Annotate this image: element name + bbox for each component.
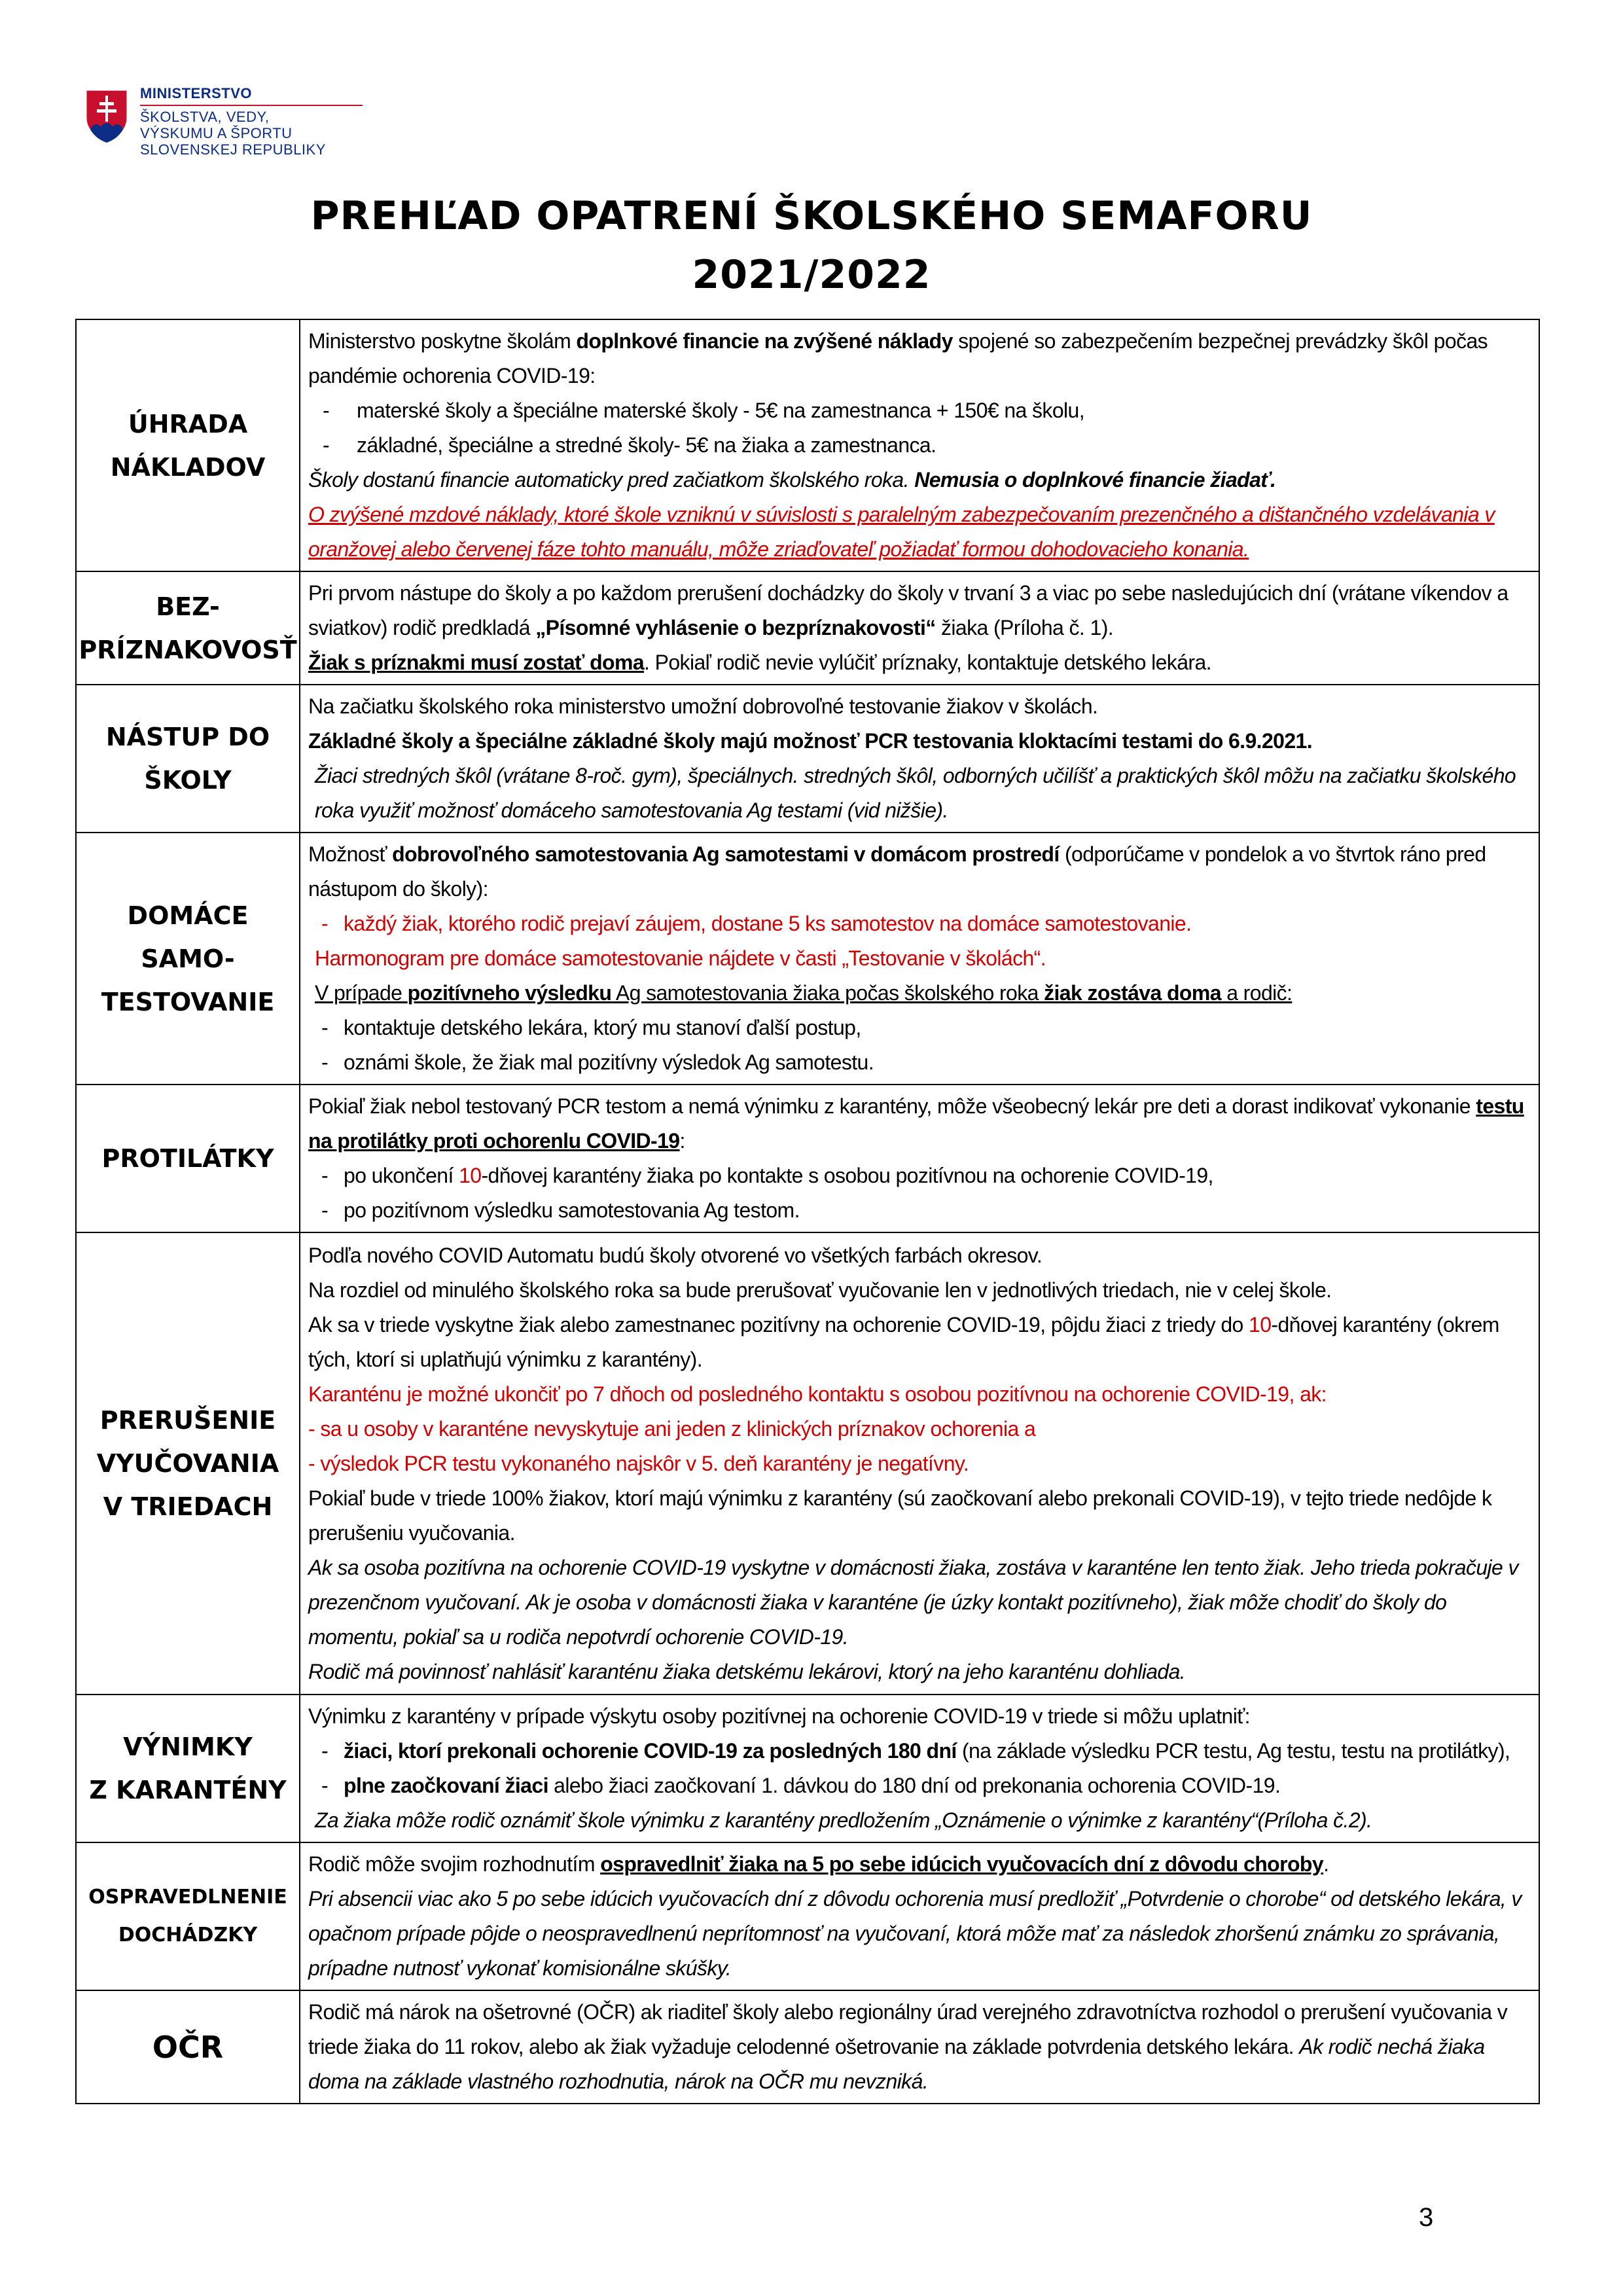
table-row — [76, 1990, 1539, 2104]
row-label-line: NÁSTUP DO — [105, 723, 270, 751]
text: Pri prvom nástupe do školy a po každom prerušení dochádzky do školy v trvaní 3 a viac po sebe nasledujúcich dní (vrátane víkendov a sviatkov) rodič predkladá — [308, 581, 1508, 639]
row-label-line: BEZ- — [156, 592, 220, 621]
emphasis-text: Nemusia o doplnkové financie žiadať. — [914, 468, 1276, 492]
row-content — [300, 571, 1539, 685]
bullet-item: po ukončení — [344, 1164, 459, 1187]
text: Ministerstvo poskytne školám — [308, 329, 577, 353]
row-label-line: PRERUŠENIE — [99, 1406, 276, 1435]
emphasis-text: plne zaočkovaní žiaci — [344, 1774, 548, 1797]
page-number: 3 — [1419, 2203, 1434, 2232]
italic-text: Rodič má povinnosť nahlásiť karanténu žiaka detskému lekárovi, ktorý na jeho karanténu dohliada. — [308, 1659, 1186, 1683]
text: (na základe výsledku PCR testu, Ag testu, testu na protilátky), — [956, 1739, 1510, 1763]
text: -dňovej karantény (okrem tých, ktorí si uplatňujú výnimku z karantény). — [308, 1312, 1499, 1371]
warning-text: Karanténu je možné ukončiť po 7 dňoch od posledného kontaktu s osobou pozitívnou na ochorenie COVID-19, ak: — [308, 1382, 1327, 1406]
text: V prípade — [315, 981, 408, 1005]
text: Možnosť — [308, 842, 393, 866]
row-label-line: PROTILÁTKY — [101, 1144, 274, 1173]
row-label-line: OSPRAVEDLNENIE — [88, 1886, 287, 1909]
emphasis-text: žiaci, ktorí prekonali ochorenie COVID-19 za posledných 180 dní — [344, 1739, 957, 1763]
row-content — [300, 1232, 1539, 1695]
text: (odporúčame v pondelok a vo štvrtok ráno pred nástupom do školy): — [308, 842, 1486, 901]
emphasis-text: doplnkové financie na zvýšené náklady — [576, 329, 953, 353]
text: alebo žiaci zaočkovaní 1. dávkou do 180 dní od prekonania ochorenia COVID-19. — [548, 1774, 1281, 1797]
row-label — [76, 1232, 300, 1695]
row-label-line: ÚHRADA — [128, 409, 248, 439]
ministry-logo — [84, 85, 363, 158]
emphasis-text: žiak zostáva doma — [1044, 981, 1221, 1005]
table-row — [76, 319, 1539, 571]
row-label — [76, 1695, 300, 1842]
row-label — [76, 685, 300, 833]
italic-text: Ak rodič nechá žiaka doma na základe vlastného rozhodnutia, nárok na OČR mu nevzniká. — [308, 2035, 1485, 2093]
row-content — [300, 1990, 1539, 2104]
text: spojené so zabezpečením bezpečnej prevádzky škôl počas pandémie ochorenia COVID-19: — [308, 329, 1488, 387]
table-row — [76, 833, 1539, 1085]
text: . — [1323, 1852, 1329, 1876]
page-title: PREHĽAD OPATRENÍ ŠKOLSKÉHO SEMAFORU — [310, 193, 1313, 239]
emphasis-text: dobrovoľného samotestovania Ag samotestami v domácom prostredí — [392, 842, 1060, 866]
italic-text: Žiaci stredných škôl (vrátane 8-roč. gym), špeciálnych. stredných škôl, odborných učilíšť a praktických škôl môžu na začiatku školského roka využiť možnosť domáceho samotestovania Ag testami (vid nižšie). — [315, 764, 1516, 822]
text: Ag samotestovania žiaka počas školského roka — [611, 981, 1044, 1005]
text: Pokiaľ žiak nebol testovaný PCR testom a nemá výnimku z karantény, môže všeobecný lekár pre deti a dorast indikovať vykonanie — [308, 1094, 1476, 1118]
ministry-name-line: ŠKOLSTVA, VEDY, — [140, 109, 270, 125]
text: Podľa nového COVID Automatu budú školy otvorené vo všetkých farbách okresov. — [308, 1243, 1043, 1267]
table-row — [76, 1232, 1539, 1695]
row-label-line: VÝNIMKY — [123, 1732, 253, 1761]
coat-of-arms-icon — [84, 88, 130, 144]
warning-text: Harmonogram pre domáce samotestovanie nájdete v časti „Testovanie v školách“. — [315, 946, 1046, 970]
text: Na začiatku školského roka ministerstvo umožní dobrovoľné testovanie žiakov v školách. — [308, 694, 1098, 718]
row-label-line: VYUČOVANIA — [96, 1449, 279, 1478]
text: : — [679, 1129, 685, 1153]
ministry-name-line: SLOVENSKEJ REPUBLIKY — [140, 141, 326, 158]
row-label — [76, 1842, 300, 1990]
row-content: Výnimku z karantény v prípade výskytu osoby pozitívnej na ochorenie COVID-19 v triede si môžu uplatniť: - žiaci, ktorí prekonali ochorenie COVID-19 za posledných 180 dní (na základe výsledku PCR testu, Ag testu, testu na protilátky), - plne zaočkovaní žiaci alebo žiaci zaočkovaní 1. dávkou do 180 dní od prekonania ochorenia COVID-19. Za žiaka môže rodič oznámiť škole výnimku z karantény predložením „Oznámenie o výnimke z karantény“(Príloha č.2). — [300, 1695, 1539, 1842]
bullet-item: oznámi škole, že žiak mal pozitívny výsledok Ag samotestu. — [344, 1050, 874, 1074]
row-label — [76, 833, 300, 1085]
text: Výnimku z karantény v prípade výskytu osoby pozitívnej na ochorenie COVID-19 v triede si môžu uplatniť: — [308, 1704, 1250, 1728]
table-row — [76, 571, 1539, 685]
row-label-line: PRÍZNAKOVOSŤ — [79, 635, 297, 664]
table-row — [76, 1085, 1539, 1232]
row-label — [76, 571, 300, 685]
row-label-line: OČR — [152, 2029, 224, 2065]
row-label-line: NÁKLADOV — [110, 452, 266, 482]
bullet-item: materské školy a špeciálne materské školy - 5€ na zamestnanca + 150€ na školu, — [357, 399, 1085, 422]
text: a rodič: — [1221, 981, 1293, 1005]
bullet-item: po pozitívnom výsledku samotestovania Ag testom. — [344, 1198, 800, 1222]
text: Rodič má nárok na ošetrovné (OČR) ak riaditeľ školy alebo regionálny úrad verejného zdravotníctva rozhodol o prerušení vyučovania v triede žiaka do 11 rokov, alebo ak žiak vyžaduje celodenné ošetrovanie na základe potvrdenia detského lekára. — [308, 2000, 1508, 2058]
emphasis-text: ospravedlniť žiaka na 5 po sebe idúcich vyučovacích dní z dôvodu choroby — [600, 1852, 1324, 1876]
row-label — [76, 1085, 300, 1232]
warning-text: O zvýšené mzdové náklady, ktoré škole vzniknú v súvislosti s paralelným zabezpečovaním prezenčného a dištančného vzdelávania v oranžovej alebo červenej fáze tohto manuálu, môže zriaďovateľ požiadať formou dohodovacieho konania. — [308, 503, 1495, 561]
row-label-line: V TRIEDACH — [103, 1492, 273, 1521]
highlight-number: 10 — [459, 1164, 482, 1187]
text: -dňovej karantény žiaka po kontakte s osobou pozitívnou na ochorenie COVID-19, — [481, 1164, 1213, 1187]
row-label-line: SAMO- — [141, 944, 235, 973]
row-label-line: DOMÁCE — [127, 901, 249, 930]
row-content — [300, 1842, 1539, 1990]
row-label — [76, 1990, 300, 2104]
row-label-line: TESTOVANIE — [101, 987, 275, 1016]
emphasis-text: „Písomné vyhlásenie o bezpríznakovosti“ — [535, 616, 936, 639]
emphasis-text: Základné školy a špeciálne základné školy majú možnosť PCR testovania kloktacími testami do 6.9.2021. — [308, 729, 1313, 753]
table-row — [76, 685, 1539, 833]
row-content: Pokiaľ žiak nebol testovaný PCR testom a nemá výnimku z karantény, môže všeobecný lekár pre deti a dorast indikovať vykonanie testu na protilátky proti ochorenlu COVID-19: - po ukončení 10-dňovej karantény žiaka po kontakte s osobou pozitívnou na ochorenie COVID-19, - po pozitívnom výsledku samotestovania Ag testom. — [300, 1085, 1539, 1232]
table-row — [76, 1695, 1539, 1842]
text: . Pokiaľ rodič nevie vylúčiť príznaky, kontaktuje detského lekára. — [644, 651, 1211, 674]
italic-text: Pri absencii viac ako 5 po sebe idúcich vyučovacích dní z dôvodu ochorenia musí predložiť „Potvrdenie o chorobe“ od detského lekára, v opačnom prípade pôjde o neospravedlnenú neprítomnosť na vyučovaní, ktorá môže mať za následok zhoršenú známku zo správania, prípadne nutnosť vykonať komisionálne skúšky. — [308, 1887, 1522, 1980]
row-content — [300, 685, 1539, 833]
row-content: Možnosť dobrovoľného samotestovania Ag samotestami v domácom prostredí (odporúčame v pondelok a vo štvrtok ráno pred nástupom do školy): - každý žiak, ktorého rodič prejaví záujem, dostane 5 ks samotestov na domáce samotestovanie. Harmonogram pre domáce samotestovanie nájdete v časti „Testovanie v školách“. V prípade pozitívneho výsledku Ag samotestovania žiaka počas školského roka žiak zostáva doma a rodič: - kontaktuje detského lekára, ktorý mu stanoví ďalší postup, - oznámi škole, že žiak mal pozitívny výsledok Ag samotestu. — [300, 833, 1539, 1085]
row-content: Ministerstvo poskytne školám doplnkové financie na zvýšené náklady spojené so zabezpečením bezpečnej prevádzky škôl počas pandémie ochorenia COVID-19: - materské školy a špeciálne materské školy - 5€ na zamestnanca + 150€ na školu, - základné, špeciálne a stredné školy- 5€ na žiaka a zamestnanca. Školy dostanú financie automaticky pred začiatkom školského roka. Nemusia o doplnkové financie žiadať. O zvýšené mzdové náklady, ktoré škole vzniknú v súvislosti s paralelným zabezpečovaním prezenčného a dištančného vzdelávania v oranžovej alebo červenej fáze tohto manuálu, môže zriaďovateľ požiadať formou dohodovacieho konania. — [300, 319, 1539, 571]
warning-text: - výsledok PCR testu vykonaného najskôr v 5. deň karantény je negatívny. — [308, 1451, 969, 1475]
row-label — [76, 319, 300, 571]
measures-table — [75, 319, 1540, 2104]
bullet-item: kontaktuje detského lekára, ktorý mu stanoví ďalší postup, — [344, 1016, 861, 1039]
italic-text: Ak sa osoba pozitívna na ochorenie COVID-19 vyskytne v domácnosti žiaka, zostáva v karanténe len tento žiak. Jeho trieda pokračuje v prezenčnom vyučovaní. Ak je osoba v domácnosti žiaka v karanténe (je úzky kontakt pozitívneho), žiak môže chodiť do školy do momentu, pokiaľ sa u rodiča nepotvrdí ochorenie COVID-19. — [308, 1555, 1518, 1649]
bullet-item: základné, špeciálne a stredné školy- 5€ na žiaka a zamestnanca. — [357, 433, 936, 457]
row-label-line: Z KARANTÉNY — [89, 1776, 287, 1804]
emphasis-text: testu na protilátky proti ochorenlu COVID-19 — [308, 1094, 1524, 1153]
text: Ak sa v triede vyskytne žiak alebo zamestnanec pozitívny na ochorenie COVID-19, pôjdu žiaci z triedy do — [308, 1312, 1249, 1336]
text: Rodič môže svojim rozhodnutím — [308, 1852, 601, 1876]
row-label-line: ŠKOLY — [144, 766, 232, 795]
row-label-line: DOCHÁDZKY — [118, 1924, 258, 1946]
ministry-divider — [140, 105, 363, 106]
emphasis-text: Žiak s príznakmi musí zostať doma — [308, 651, 645, 674]
text: Školy dostanú financie automaticky pred začiatkom školského roka. — [308, 468, 915, 492]
text: Pokiaľ bude v triede 100% žiakov, ktorí majú výnimku z karantény (sú zaočkovaní alebo prekonali COVID-19), v tejto triede nedôjde k prerušeniu vyučovania. — [308, 1486, 1492, 1545]
page-subtitle-year: 2021/2022 — [692, 252, 931, 298]
text: žiaka (Príloha č. 1). — [935, 616, 1114, 639]
table-row — [76, 1842, 1539, 1990]
bullet-item: každý žiak, ktorého rodič prejaví záujem, dostane 5 ks samotestov na domáce samotestovanie. — [344, 912, 1192, 935]
ministry-name-line: VÝSKUMU A ŠPORTU — [140, 125, 293, 141]
emphasis-text: pozitívneho výsledku — [407, 981, 612, 1005]
italic-text: Za žiaka môže rodič oznámiť škole výnimku z karantény predložením „Oznámenie o výnimke z karantény“(Príloha č.2). — [315, 1808, 1372, 1832]
ministry-name-line: MINISTERSTVO — [140, 85, 253, 101]
text: Na rozdiel od minulého školského roka sa bude prerušovať vyučovanie len v jednotlivých triedach, nie v celej škole. — [308, 1278, 1332, 1302]
highlight-number: 10 — [1249, 1312, 1272, 1336]
warning-text: - sa u osoby v karanténe nevyskytuje ani jeden z klinických príznakov ochorenia a — [308, 1416, 1036, 1441]
